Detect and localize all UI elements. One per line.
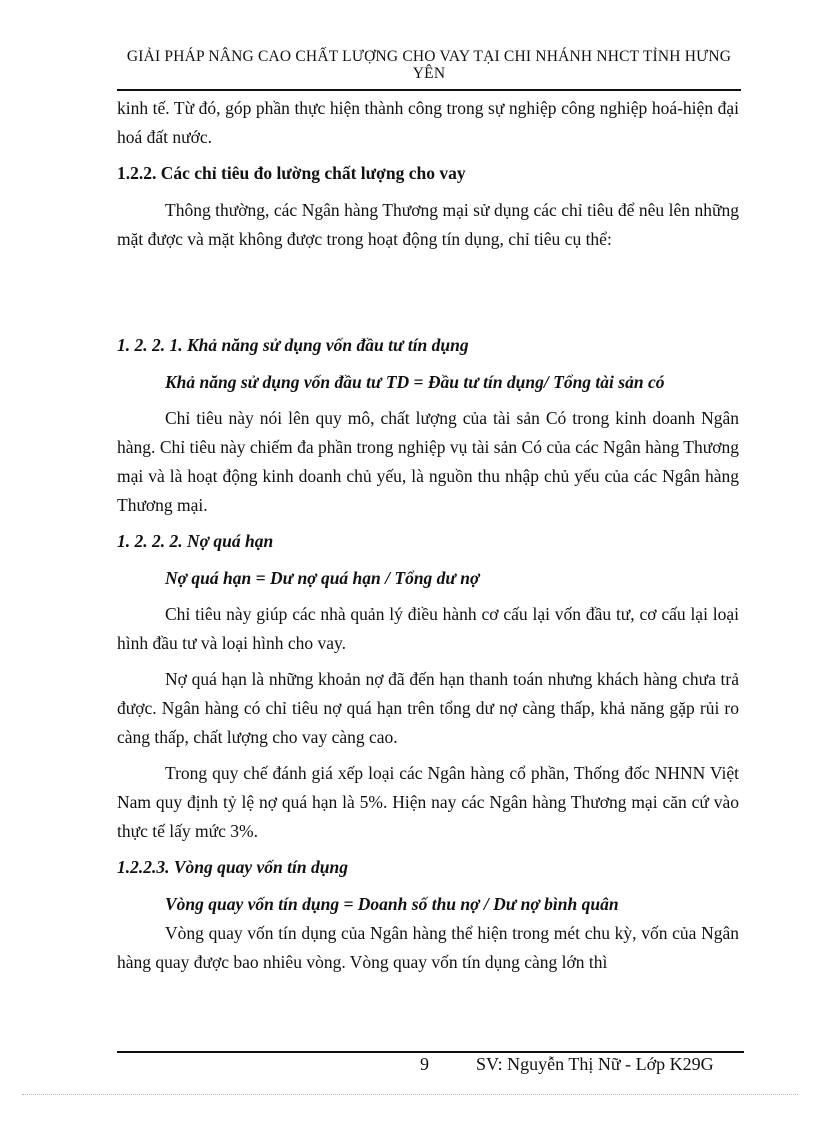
- paragraph-1-2-2: Thông thường, các Ngân hàng Thương mại sử dụng các chỉ tiêu để nêu lên những mặt được và mặt không được trong hoạt động tín dụng, chỉ tiêu cụ thể:: [117, 200, 739, 249]
- document-body: [117, 94, 739, 254]
- header-divider: [117, 89, 741, 91]
- formula-1-2-2-3: Vòng quay vốn tín dụng = Doanh số thu nợ / Dư nợ bình quân: [165, 894, 619, 914]
- paragraph-intro: kinh tế. Từ đó, góp phần thực hiện thành công trong sự nghiệp công nghiệp hoá-hiện đại hoá đất nước.: [117, 98, 739, 147]
- page-number: 9: [420, 1054, 429, 1074]
- page-header-title: GIẢI PHÁP NÂNG CAO CHẤT LƯỢNG CHO VAY TẠI CHI NHÁNH NHCT TỈNH HƯNG YÊN: [126, 48, 732, 82]
- paragraph-1-2-2-1: Chỉ tiêu này nói lên quy mô, chất lượng của tài sản Có trong kinh doanh Ngân hàng. Chỉ tiêu này chiếm đa phần trong nghiệp vụ tài sản Có của các Ngân hàng Thương mại và là hoạt động kinh doanh chủ yếu, là nguồn thu nhập chủ yếu của các Ngân hàng Thương mại.: [117, 408, 739, 515]
- paragraph-1-2-2-3: Vòng quay vốn tín dụng của Ngân hàng thể hiện trong mét chu kỳ, vốn của Ngân hàng quay được bao nhiêu vòng. Vòng quay vốn tín dụng càng lớn thì: [117, 923, 739, 972]
- footer-author: SV: Nguyễn Thị Nữ - Lớp K29G: [476, 1054, 714, 1074]
- footer-divider: [117, 1051, 744, 1053]
- paragraph-1-2-2-2-a: Chỉ tiêu này giúp các nhà quản lý điều hành cơ cấu lại vốn đầu tư, cơ cấu lại loại hình đầu tư và loại hình cho vay.: [117, 604, 739, 653]
- formula-1-2-2-1: Khả năng sử dụng vốn đầu tư TD = Đầu tư tín dụng/ Tổng tài sản có: [165, 372, 665, 392]
- paragraph-1-2-2-2-b: Nợ quá hạn là những khoản nợ đã đến hạn thanh toán nhưng khách hàng chưa trả được. Ngân hàng có chỉ tiêu nợ quá hạn trên tổng dư nợ càng thấp, khả năng gặp rủi ro càng thấp, chất lượng cho vay càng cao.: [117, 669, 739, 747]
- formula-1-2-2-2: Nợ quá hạn = Dư nợ quá hạn / Tổng dư nợ: [165, 568, 480, 588]
- document-body-continued: [117, 331, 739, 977]
- page-bottom-dotted-line: [22, 1094, 798, 1095]
- subsection-heading-1-2-2-3: 1.2.2.3. Vòng quay vốn tín dụng: [117, 857, 348, 877]
- subsection-heading-1-2-2-1: 1. 2. 2. 1. Khả năng sử dụng vốn đầu tư tín dụng: [117, 335, 469, 355]
- paragraph-1-2-2-2-c: Trong quy chế đánh giá xếp loại các Ngân hàng cổ phần, Thống đốc NHNN Việt Nam quy định tỷ lệ nợ quá hạn là 5%. Hiện nay các Ngân hàng Thương mại căn cứ vào thực tế lấy mức 3%.: [117, 763, 739, 841]
- section-heading-1-2-2: 1.2.2. Các chỉ tiêu đo lường chất lượng cho vay: [117, 163, 466, 183]
- subsection-heading-1-2-2-2: 1. 2. 2. 2. Nợ quá hạn: [117, 531, 274, 551]
